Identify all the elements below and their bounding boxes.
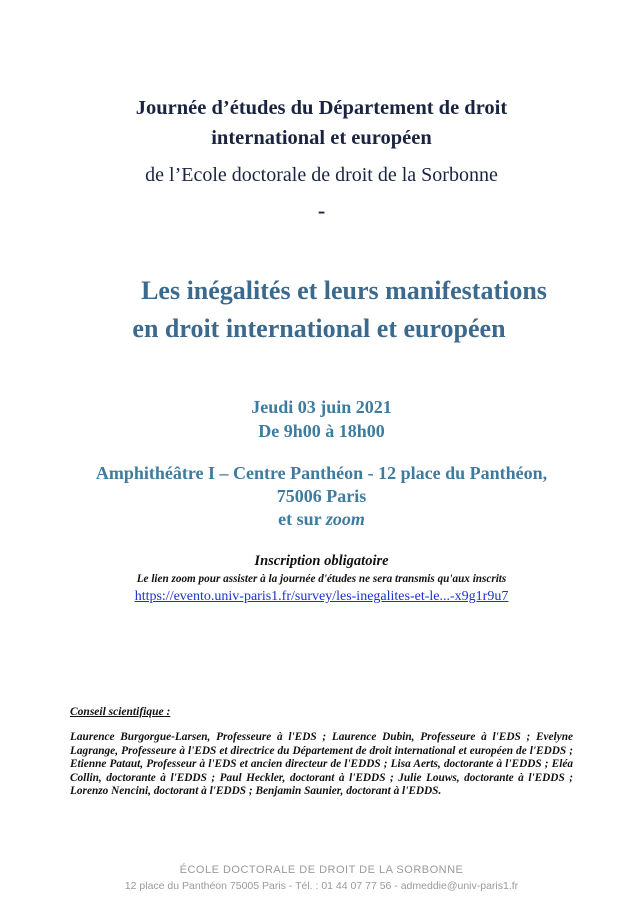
event-title-heading <box>0 93 643 153</box>
registration-link[interactable]: https://evento.univ-paris1.fr/survey/les-inegalites-et-le...-x9g1r9u7 <box>134 589 509 604</box>
online-access <box>0 508 643 531</box>
conference-theme-title <box>0 272 643 348</box>
event-date: Jeudi 03 juin 2021 <box>251 397 392 417</box>
footer-address: 12 place du Panthéon 75005 Paris - Tél. : 01 44 07 77 56 - admeddie@univ-paris1.fr <box>124 880 519 892</box>
scientific-council-members: Laurence Burgorgue-Larsen, Professeure à l'EDS ; Laurence Dubin, Professeure à l'EDS ; Evelyne Lagrange, Professeure à l'EDS et directrice du Département de droit international et européen de l'EDDS ; Etienne Pataut, Professeur à l'EDS et ancien directeur de l'EDDS ; Lisa Aerts, doctorante à l'EDDS ; Eléa Collin, doctorante à l'EDDS ; Paul Heckler, doctorant à l'EDDS ; Julie Louws, doctorante à l'EDDS ; Lorenzo Nencini, doctorant à l'EDDS ; Benjamin Saunier, doctorant à l'EDDS. <box>70 731 573 797</box>
online-prefix: et sur <box>278 509 322 529</box>
organizer-subtitle: de l’Ecole doctorale de droit de la Sorbonne <box>145 164 498 186</box>
scientific-council-heading: Conseil scientifique : <box>70 706 171 718</box>
theme-title-line1: Les inégalités et leurs manifestations <box>141 276 547 305</box>
registration-link-wrapper <box>0 589 643 605</box>
event-time: De 9h00 à 18h00 <box>258 421 385 441</box>
theme-title-line2: en droit international et européen <box>132 314 506 343</box>
event-title-line1: Journée d’études du Département de droit <box>135 97 508 119</box>
event-datetime <box>0 395 643 443</box>
separator-dash: - <box>317 198 326 223</box>
registration-heading: Inscription obligatoire <box>254 553 389 569</box>
event-title-line2: international et européen <box>211 127 432 149</box>
registration-note: Le lien zoom pour assister à la journée d'études ne sera transmis qu'aux inscrits <box>136 573 507 585</box>
location-line2: 75006 Paris <box>276 486 367 506</box>
footer-organization: ÉCOLE DOCTORALE DE DROIT DE LA SORBONNE <box>179 864 464 876</box>
location-line1: Amphithéâtre I – Centre Panthéon - 12 place du Panthéon, <box>95 463 548 483</box>
online-platform: zoom <box>325 509 365 529</box>
event-location <box>0 462 643 531</box>
